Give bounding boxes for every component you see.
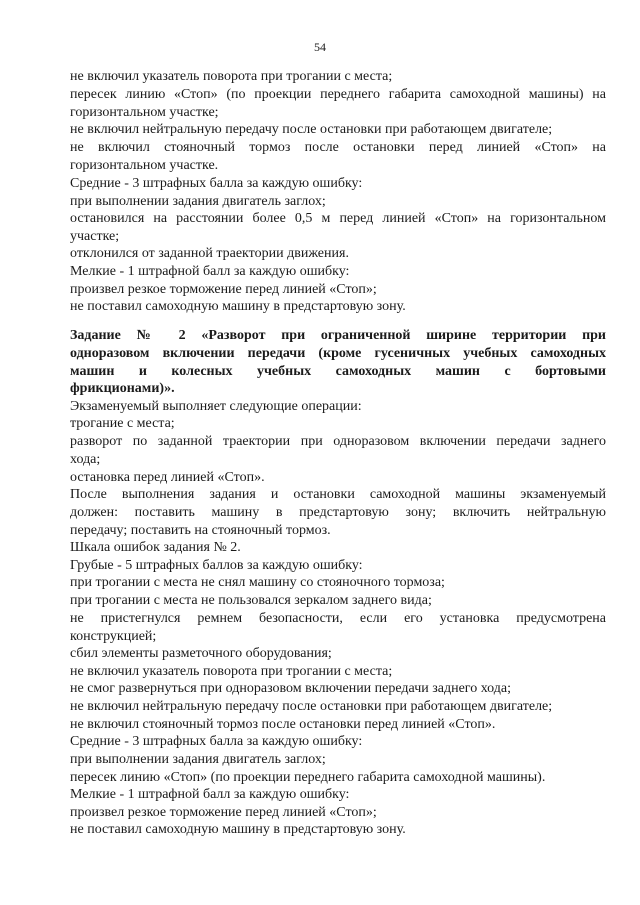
section-heading-medium-errors: Средние - 3 штрафных балла за каждую ошибку: [70, 734, 363, 749]
text-line: при выполнении задания двигатель заглох; [70, 194, 326, 209]
text-line: горизонтальном участке; [70, 105, 219, 120]
section-heading-medium-errors: Средние - 3 штрафных балла за каждую ошибку: [70, 176, 363, 191]
text-line: трогание с места; [70, 416, 175, 431]
text-line: не поставил самоходную машину в предстартовую зону. [70, 822, 406, 837]
text-line: при трогании с места не снял машину со стояночного тормоза; [70, 575, 445, 590]
task-title: Задание № 2 «Разворот при ограниченной ширине территории при [70, 328, 606, 343]
task-title: машин и колесных учебных самоходных машин с бортовыми [70, 364, 606, 379]
section-heading-minor-errors: Мелкие - 1 штрафной балл за каждую ошибку: [70, 264, 350, 279]
task-title: фрикционами)». [70, 381, 175, 396]
text-line: остановка перед линией «Стоп». [70, 470, 265, 485]
text-line: хода; [70, 452, 101, 467]
text-line: пересек линию «Стоп» (по проекции переднего габарита самоходной машины) на [70, 87, 606, 102]
text-line: при трогании с места не пользовался зеркалом заднего вида; [70, 593, 432, 608]
text-line: После выполнения задания и остановки самоходной машины экзаменуемый [70, 487, 606, 502]
text-line: не включил стояночный тормоз после остановки перед линией «Стоп». [70, 717, 496, 732]
text-line: должен: поставить машину в предстартовую зону; включить нейтральную [70, 505, 606, 520]
text-line: участке; [70, 229, 120, 244]
text-line: произвел резкое торможение перед линией «Стоп»; [70, 282, 377, 297]
text-line: не включил указатель поворота при трогании с места; [70, 69, 393, 84]
section-heading-minor-errors: Мелкие - 1 штрафной балл за каждую ошибку: [70, 787, 350, 802]
text-line: не пристегнулся ремнем безопасности, если его установка предусмотрена [70, 611, 606, 626]
text-line: не смог развернуться при одноразовом включении передачи заднего хода; [70, 681, 511, 696]
text-line: не включил нейтральную передачу после остановки при работающем двигателе; [70, 699, 553, 714]
text-line: сбил элементы разметочного оборудования; [70, 646, 332, 661]
text-line: передачу; поставить на стояночный тормоз. [70, 523, 331, 538]
text-line: разворот по заданной траектории при одноразовом включении передачи заднего [70, 434, 606, 449]
text-line: не включил нейтральную передачу после остановки при работающем двигателе; [70, 122, 553, 137]
text-line: не включил указатель поворота при трогании с места; [70, 664, 393, 679]
text-line: остановился на расстоянии более 0,5 м перед линией «Стоп» на горизонтальном [70, 211, 606, 226]
text-line: пересек линию «Стоп» (по проекции переднего габарита самоходной машины). [70, 770, 546, 785]
task-title: одноразовом включении передачи (кроме гусеничных учебных самоходных [70, 346, 606, 361]
text-line: не включил стояночный тормоз после остановки перед линией «Стоп» на [70, 140, 606, 155]
text-line: Шкала ошибок задания № 2. [70, 540, 241, 555]
text-line: при выполнении задания двигатель заглох; [70, 752, 326, 767]
text-line: не поставил самоходную машину в предстартовую зону. [70, 299, 406, 314]
text-line: горизонтальном участке. [70, 158, 219, 173]
section-heading-major-errors: Грубые - 5 штрафных баллов за каждую ошибку: [70, 558, 363, 573]
text-line: отклонился от заданной траектории движения. [70, 246, 349, 261]
text-line: произвел резкое торможение перед линией «Стоп»; [70, 805, 377, 820]
page-number: 54 [314, 40, 326, 54]
text-line: конструкцией; [70, 629, 157, 644]
text-line: Экзаменуемый выполняет следующие операции: [70, 399, 362, 414]
